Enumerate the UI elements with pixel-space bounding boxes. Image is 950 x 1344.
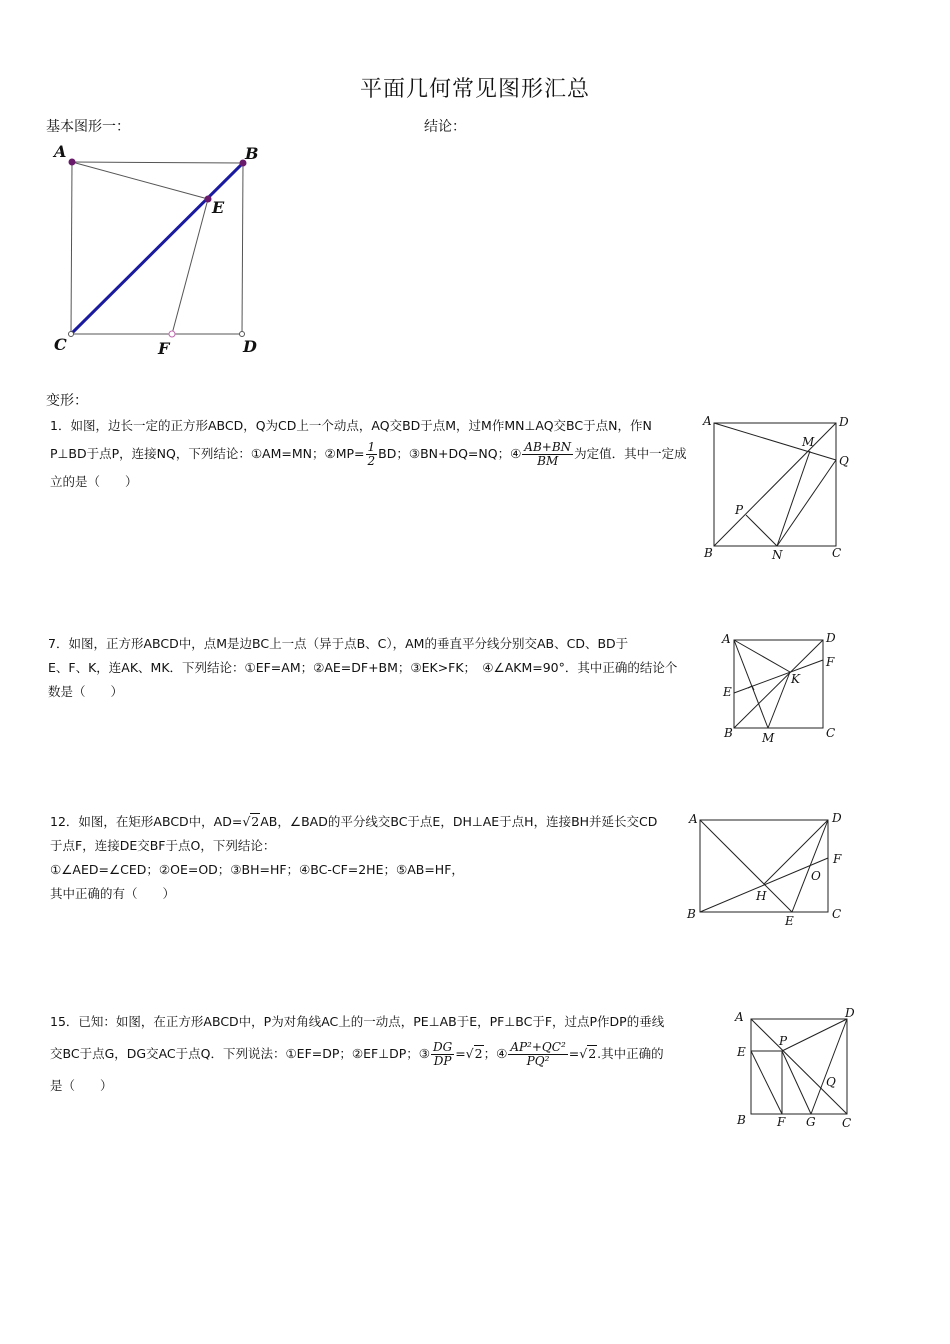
p12-label-d: D [832, 811, 842, 825]
p1-label-b: B [704, 546, 713, 560]
p1-label-p: P [735, 503, 744, 517]
p15-label-q: Q [826, 1075, 836, 1089]
segment-dp [782, 1019, 847, 1051]
label-b: B [245, 144, 259, 163]
problem-15-line-2: 交BC于点G，DG交AC于点Q．下列说法：①EF=DP；②EF⊥DP；③ $\frac{DG}{DP}$ =√2；④ $\frac{\text{AP²+QC²}}{\text{PQ²}}$ =√2.其中正确的 [50, 1040, 664, 1068]
p1-label-m: M [802, 435, 815, 449]
problem-12-line-2: 于点F，连接DE交BF于点O，下列结论： [50, 838, 276, 853]
diagonal-ac [751, 1019, 847, 1114]
p15-label-p: P [779, 1034, 788, 1048]
p15-label-c: C [842, 1116, 852, 1130]
problem-7-line-1: 7．如图，正方形ABCD中，点M是边BC上一点（异于点B、C），AM的垂直平分线分别交AB、CD、BD于 [48, 636, 629, 651]
label-d: D [243, 337, 257, 356]
problem-7-line-2: E、F、K，连AK、MK．下列结论：①EF=AM；②AE=DF+BM；③EK>FK； ④∠AKM=90°．其中正确的结论个 [48, 660, 678, 675]
fraction-ap-qc-over-pq: $\frac{\text{AP²+QC²}}{\text{PQ²}}$ [510, 1040, 566, 1068]
p1-label-n: N [772, 548, 783, 562]
p15-label-b: B [737, 1113, 746, 1127]
fraction-dg-over-dp: $\frac{DG}{DP}$ [432, 1040, 453, 1068]
p12-label-o: O [811, 869, 821, 883]
p7-label-d: D [826, 631, 836, 645]
page-title: 平面几何常见图形汇总 [359, 77, 590, 102]
p7-label-k: K [791, 672, 800, 686]
sqrt-two-a: √2 [465, 1046, 483, 1061]
p15-label-f: F [777, 1115, 786, 1129]
sqrt-two: √2 [242, 814, 260, 829]
p15-label-d: D [845, 1006, 855, 1020]
p1-label-q: Q [839, 454, 849, 468]
label-f: F [158, 339, 170, 358]
problem-1-line-2: P⊥BD于点P，连接NQ，下列结论：①AM=MN；②MP= $\frac{1}{2}$ BD；③BN+DQ=NQ；④ $\frac{AB+BN}{BM}$ 为定值．其中一定成 [50, 440, 687, 468]
p12-label-h: H [756, 889, 767, 903]
p7-label-e: E [723, 685, 732, 699]
p15-label-a: A [735, 1010, 744, 1024]
p1-label-c: C [832, 546, 842, 560]
p12-label-a: A [689, 812, 698, 826]
segment-dg [811, 1019, 847, 1114]
problem-7-line-3: 数是（ ） [48, 684, 124, 699]
conclusion-label: 结论： [424, 119, 466, 135]
segment-ef [751, 1051, 782, 1114]
p12-label-e: E [785, 914, 794, 928]
problem-12-line-3: ①∠AED=∠CED；②OE=OD；③BH=HF；④BC-CF=2HE；⑤AB=HF， [50, 862, 464, 877]
label-c: C [54, 335, 67, 354]
problem-1-line-3: 立的是（ ） [50, 474, 138, 489]
fraction-half: $\frac{1}{2}$ [367, 440, 376, 468]
p1-label-d: D [839, 415, 849, 429]
p7-label-b: B [724, 726, 733, 740]
p7-label-m: M [762, 731, 775, 745]
basic-figure-label: 基本图形一： [46, 119, 130, 135]
problem-15-line-3: 是（ ） [50, 1078, 113, 1093]
p15-label-e: E [737, 1045, 746, 1059]
problem-15-line-1: 15．已知：如图，在正方形ABCD中，P为对角线AC上的一动点，PE⊥AB于E，PF⊥BC于F，过点P作DP的垂线 [50, 1014, 665, 1029]
p7-label-a: A [722, 632, 731, 646]
p7-label-f: F [826, 655, 835, 669]
p1-label-a: A [703, 414, 712, 428]
p12-label-b: B [687, 907, 696, 921]
problem-12-line-4: 其中正确的有（ ） [50, 886, 176, 901]
p15-label-g: G [806, 1115, 816, 1129]
segment-pg [782, 1051, 811, 1114]
label-a: A [54, 142, 67, 161]
fraction-ab-bn-over-bm: $\frac{AB+BN}{BM}$ [524, 440, 572, 468]
label-e: E [212, 198, 225, 217]
p12-label-c: C [832, 907, 842, 921]
problem-12-line-1: 12．如图，在矩形ABCD中，AD=√2AB，∠BAD的平分线交BC于点E，DH⊥AE于点H，连接BH并延长交CD [50, 814, 658, 829]
problem-1-line-1: 1．如图，边长一定的正方形ABCD，Q为CD上一个动点，AQ交BD于点M，过M作MN⊥AQ交BC于点N，作N [50, 418, 652, 433]
p12-label-f: F [833, 852, 842, 866]
variant-label: 变形： [46, 393, 88, 409]
p7-label-c: C [826, 726, 836, 740]
sqrt-two-b: √2 [579, 1046, 597, 1061]
